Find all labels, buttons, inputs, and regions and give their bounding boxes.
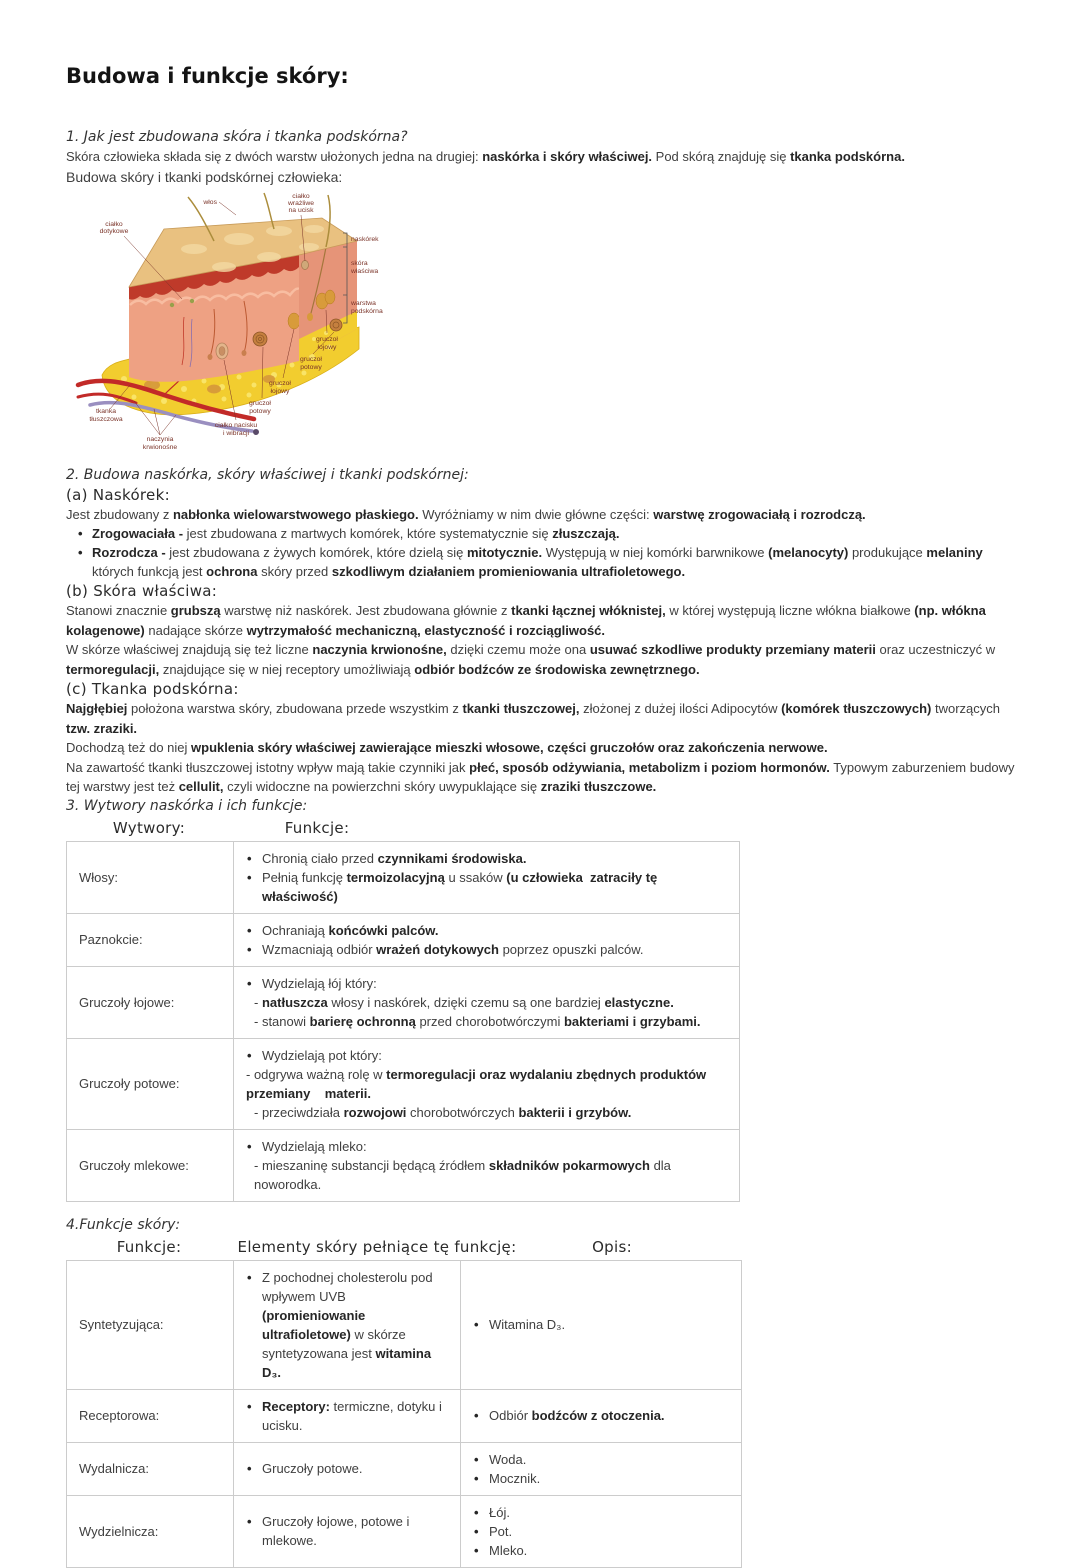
skin-diagram-figure: [64, 189, 1060, 462]
funkcje-column-header: Funkcje:: [284, 818, 350, 837]
diagram-label-gruczol-lojowy-1: gruczoł: [316, 335, 338, 343]
cell-line: • Mocznik.: [473, 1469, 729, 1488]
section-3-heading: 3. Wytwory naskórka i ich funkcje:: [66, 797, 308, 814]
cell-line: • Wzmacniają odbiór wrażeń dotykowych poprzez opuszki palców.: [246, 940, 727, 959]
diagram-label-tkanka-tluszczowa-2: tłuszczowa: [89, 415, 123, 423]
sweat-gland-coil-shape: [253, 332, 267, 346]
section-4-heading: 4.Funkcje skóry:: [66, 1216, 181, 1233]
diagram-label-naczynia-krwionosne: naczynia: [146, 435, 174, 443]
diagram-label-tkanka-tluszczowa: tkanka: [95, 407, 117, 415]
elementy-column-header: Elementy skóry pełniące tę funkcję:: [237, 1237, 517, 1256]
table-row: [67, 841, 740, 913]
cell-line: • Woda.: [473, 1450, 729, 1469]
sebaceous-gland-shape: [288, 313, 300, 329]
list-item: • Zrogowaciała - jest zbudowana z martwych komórek, które systematycznie się złuszczają.: [78, 524, 1022, 543]
pressure-corpuscle-shape: [216, 343, 228, 359]
cell-line: • Łój.: [473, 1503, 729, 1522]
section-1-paragraph: Skóra człowieka składa się z dwóch warstw ułożonych jedna na drugiej: naskórka i skóry właściwej. Pod skórą znajduję się tkanka podskórna.: [66, 149, 905, 164]
section-2b-paragraph-1: Stanowi znacznie grubszą warstwę niż naskórek. Jest zbudowana głównie z tkanki łącznej włóknistej, w której występują liczne włókna białkowe (np. włókna kolagenowe) nadające skórze wytrzymałość mechaniczną, elastyczność i rozciągliwość.: [66, 603, 986, 638]
row-label: Syntetyzująca:: [67, 1260, 234, 1389]
table-row: [67, 1129, 740, 1201]
wytwory-table: [66, 841, 740, 1202]
diagram-label-cialko-wrazliwe-3: na ucisk: [288, 206, 314, 214]
cell-line: • Witamina D₃.: [473, 1315, 729, 1334]
diagram-label-cialko-wrazliwe: ciałko: [292, 192, 310, 200]
cell-line: • Pełnią funkcję termoizolacyjną u ssaków (u człowieka zatraciły tę właściwość): [246, 868, 727, 906]
funkcje-table-headers: [66, 1237, 1060, 1257]
cell-line: • Mleko.: [473, 1541, 729, 1560]
diagram-label-cialko-nacisku: ciałko nacisku: [214, 421, 258, 429]
section-2a-list: [78, 524, 1060, 581]
cell-line: • Wydzielają mleko:: [246, 1137, 727, 1156]
row-label: Wydalnicza:: [67, 1442, 234, 1495]
diagram-label-warstwa-podskorna-2: podskórna: [351, 307, 383, 315]
diagram-label-naczynia-krwionosne-2: krwionośne: [142, 443, 178, 451]
diagram-label-gruczol-lojowy-1b: łojowy: [317, 343, 337, 351]
row-label: Włosy:: [67, 841, 234, 913]
cell-line: • Receptory: termiczne, dotyku i ucisku.: [246, 1397, 448, 1435]
table-row: [67, 1442, 742, 1495]
cell-line: • Chronią ciało przed czynnikami środowiska.: [246, 849, 727, 868]
row-label: Gruczoły łojowe:: [67, 966, 234, 1038]
row-label: Receptorowa:: [67, 1389, 234, 1442]
cell-line: • Pot.: [473, 1522, 729, 1541]
funkcje-table: [66, 1260, 742, 1568]
cell-line: • Z pochodnej cholesterolu pod wpływem UVB (promieniowanie ultrafioletowe) w skórze syntetyzowana jest witamina D₃.: [246, 1268, 448, 1382]
section-2b-heading: (b) Skóra właściwa:: [66, 582, 218, 600]
cell-line: - odgrywa ważną rolę w termoregulacji oraz wydalaniu zbędnych produktów: [246, 1066, 707, 1082]
cell-line: • Wydzielają pot który:: [246, 1046, 727, 1065]
diagram-label-gruczol-potowy-1: gruczoł: [300, 355, 322, 363]
section-2c-heading: (c) Tkanka podskórna:: [66, 680, 239, 698]
diagram-label-gruczol-potowy-2: gruczoł: [249, 399, 271, 407]
page-title: Budowa i funkcje skóry:: [66, 64, 349, 88]
section-2b-paragraph-2: W skórze właściwej znajdują się też liczne naczynia krwionośne, dzięki czemu może ona usuwać szkodliwe produkty przemiany materii oraz uczestniczyć w termoregulacji, znajdujące się w niej receptory umożliwiają odbiór bodźców ze środowiska zewnętrznego.: [66, 642, 996, 677]
section-2c-paragraph-2: Dochodzą też do niej wpuklenia skóry właściwej zawierające mieszki włosowe, części gruczołów oraz zakończenia nerwowe.: [66, 740, 828, 755]
diagram-label-cialko-nacisku-2: i wibracji: [222, 429, 250, 437]
diagram-label-cialko-dotykowe: ciałko: [105, 220, 123, 228]
cell-line: • Ochraniają końcówki palców.: [246, 921, 727, 940]
row-label: Wydzielnicza:: [67, 1495, 234, 1567]
cell-line: - przeciwdziała rozwojowi chorobotwórczych bakterii i grzybów.: [254, 1104, 632, 1120]
table-row: [67, 966, 740, 1038]
diagram-label-gruczol-potowy-1b: potowy: [300, 363, 322, 371]
table-row: [67, 1260, 742, 1389]
section-1-heading: 1. Jak jest zbudowana skóra i tkanka podskórna?: [66, 129, 408, 145]
row-label: Paznokcie:: [67, 913, 234, 966]
section-2c-paragraph-3: Na zawartość tkanki tłuszczowej istotny wpływ mają takie czynniki jak płeć, sposób odżywiania, metabolizm i poziom hormonów. Typowym zaburzeniem budowy tej warstwy jest też cellulit, czyli widoczne na powierzchni skóry uwypuklające się zraziki tłuszczowe.: [66, 759, 1015, 794]
section-2a-heading: (a) Naskórek:: [66, 485, 170, 504]
diagram-label-cialko-wrazliwe-2: wrażliwe: [287, 199, 315, 207]
cell-line: • Odbiór bodźców z otoczenia.: [473, 1406, 729, 1425]
cell-line: • Gruczoły potowe.: [246, 1459, 448, 1478]
diagram-caption: Budowa skóry i tkanki podskórnej człowieka:: [66, 168, 343, 185]
skin-diagram: [64, 189, 394, 457]
funkcje2-column-header: Funkcje:: [116, 1237, 182, 1256]
pressure-sensitive-corpuscle-shape: [302, 260, 309, 269]
row-label: Gruczoły potowe:: [67, 1038, 234, 1129]
opis-column-header: Opis:: [592, 1237, 632, 1256]
section-2a-paragraph: Jest zbudowany z nabłonka wielowarstwowego płaskiego. Wyróżniamy w nim dwie główne części: warstwę zrogowaciałą i rozrodczą.: [66, 506, 866, 522]
section-2c-paragraph-1: Najgłębiej położona warstwa skóry, zbudowana przede wszystkim z tkanki tłuszczowej, złożonej z dużej ilości Adipocytów (komórek tłuszczowych) tworzących tzw. zraziki.: [66, 701, 1000, 736]
diagram-label-wlos: włos: [203, 198, 217, 206]
wytwory-table-headers: [66, 818, 1060, 838]
diagram-label-skora-wlasciwa: skóra: [351, 259, 368, 267]
table-row: [67, 913, 740, 966]
row-label: Gruczoły mlekowe:: [67, 1129, 234, 1201]
diagram-label-naskorek: naskórek: [351, 235, 379, 243]
touch-corpuscle-shape: [190, 298, 194, 302]
table-row: [67, 1495, 742, 1567]
diagram-label-skora-wlasciwa-2: właściwa: [351, 267, 379, 275]
section-2-heading: 2. Budowa naskórka, skóry właściwej i tkanki podskórnej:: [66, 466, 469, 483]
diagram-label-gruczol-potowy-2b: potowy: [249, 407, 271, 415]
cell-line: - natłuszcza włosy i naskórek, dzięki czemu są one bardziej elastyczne.: [254, 994, 674, 1010]
diagram-label-warstwa-podskorna: warstwa: [351, 299, 376, 307]
diagram-label-gruczol-lojowy-2: gruczoł: [269, 379, 291, 387]
cell-line: • Gruczoły łojowe, potowe i mlekowe.: [246, 1512, 448, 1550]
wytwory-column-header: Wytwory:: [112, 818, 186, 837]
cell-line: - stanowi barierę ochronną przed chorobotwórczymi bakteriami i grzybami.: [254, 1013, 701, 1029]
cell-line: • Wydzielają łój który:: [246, 974, 727, 993]
cell-line: przemiany materii.: [246, 1085, 371, 1101]
diagram-label-cialko-dotykowe-2: dotykowe: [99, 227, 129, 235]
diagram-label-gruczol-lojowy-2b: łojowy: [270, 387, 290, 395]
list-item: • Rozrodcza - jest zbudowana z żywych komórek, które dzielą się mitotycznie. Występują w niej komórki barwnikowe (melanocyty) produkujące melaniny których funkcją jest ochrona skóry przed szkodliwym działaniem promieniowania ultrafioletowego.: [78, 543, 1022, 581]
cell-line: - mieszaninę substancji będącą źródłem składników pokarmowych dla noworodka.: [254, 1157, 675, 1192]
table-row: [67, 1389, 742, 1442]
table-row: [67, 1038, 740, 1129]
